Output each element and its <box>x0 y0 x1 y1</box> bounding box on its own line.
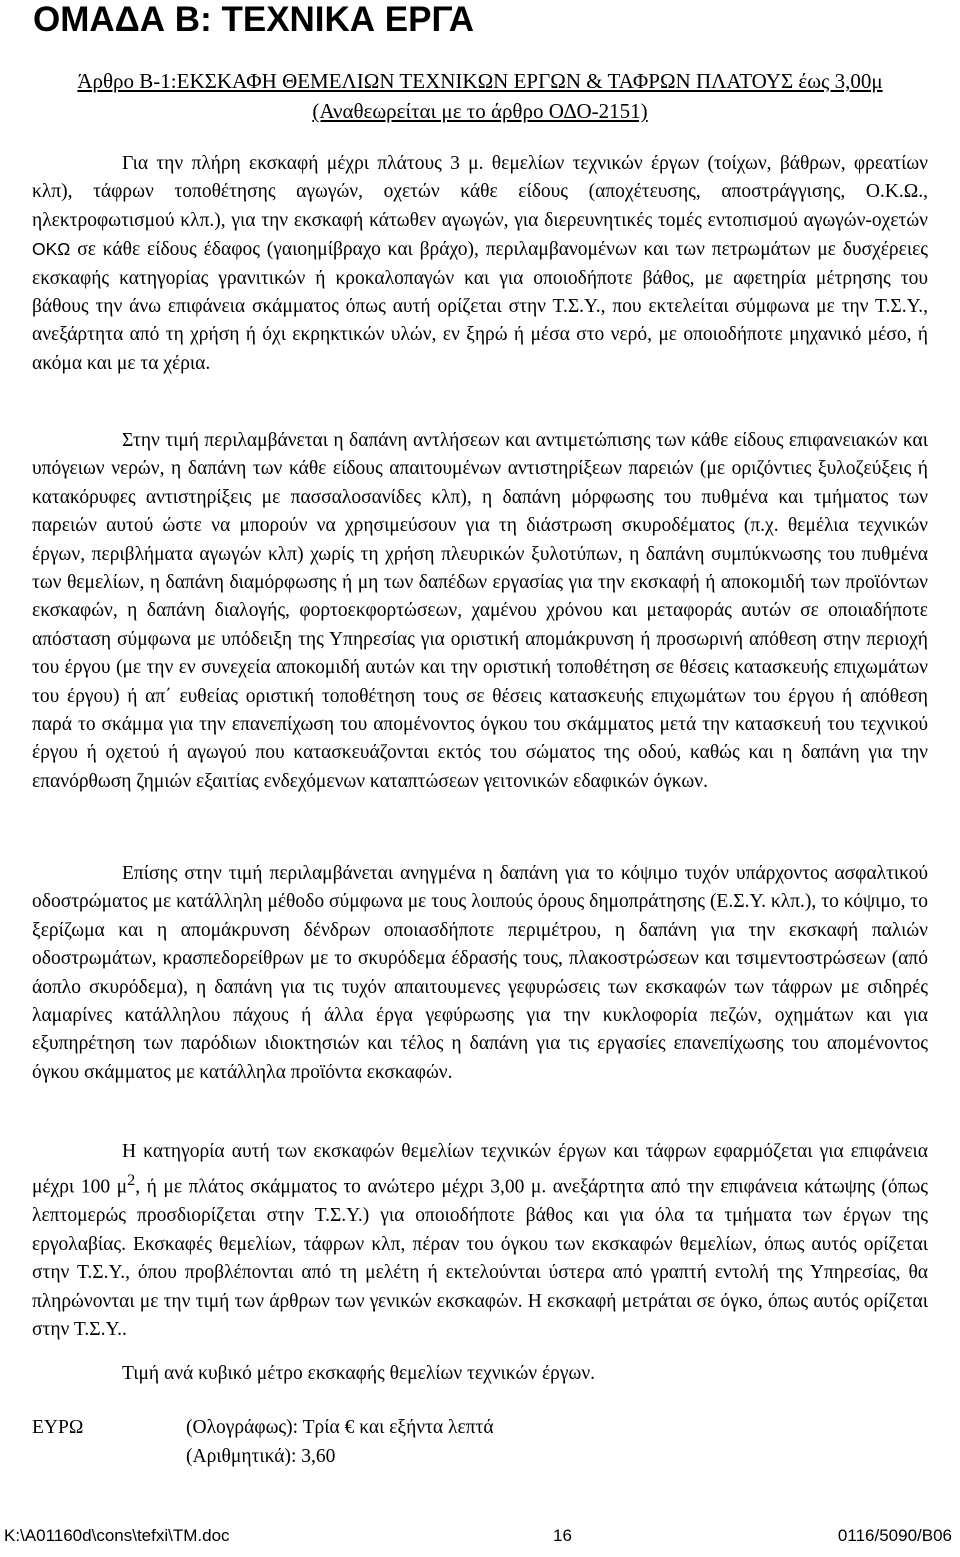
paragraph-category-scope <box>32 1138 928 1344</box>
price-in-words: (Ολογράφως): Τρία € και εξήντα λεπτά <box>186 1417 494 1438</box>
section-heading: ΟΜΑΔΑ Β: ΤΕΧΝΙΚΑ ΕΡΓΑ <box>33 0 475 39</box>
superscript-square: 2 <box>127 1171 136 1190</box>
paragraph-category-text-b: , ή με πλάτος σκάμματος το ανώτερο μέχρι 3,00 μ. ανεξάρτητα από την επιφάνεια κάτωψης (όπως λεπτομερώς προσδιορίζεται στην Τ.Σ.Υ.) για οποιοδήποτε βάθος και για όλα τα τμήματα των έργων της εργολαβίας. Εκσκαφές θεμελίων, τάφρων κλπ, πέραν του όγκου των εκσκαφών θεμελίων, όπως αυτός ορίζεται στην Τ.Σ.Υ., όπου προβλέπονται από τη μελέτη ή εκτελούνται ύστερα από γραπτή εντολή της Υπηρεσίας, θα πληρώνονται με την τιμή των άρθρων των γενικών εκσκαφών. Η εκσκαφή μετράται σε όγκο, όπως αυτός ορίζεται στην Τ.Σ.Υ.. <box>32 1176 929 1340</box>
paragraph-additional-costs: Επίσης στην τιμή περιλαμβάνεται ανηγμένα η δαπάνη για το κόψιμο τυχόν υπάρχοντος ασφαλτικού οδοστρώματος με κατάλληλη μέθοδο σύμφωνα με τους λοιπούς όρους δημοπράτησης (Ε.Σ.Υ. κλπ.), το κόψιμο, το ξερίζωμα και η απομάκρυνση δένδρων οποιασδήποτε περιμέτρου, η δαπάνη για την εκσκαφή παλιών οδοστρωμάτων, κρασπεδορείθρων με το σκυρόδεμα έδρασής τους, πλακοστρώσεων και τσιμεντοστρώσεων (από άοπλο σκυρόδεμα), η δαπάνη για τις τυχόν απαιτουμενες γεφυρώσεις των εκσκαφών των τάφρων με σιδηρές λαμαρίνες κατάλληλου πάχους ή άλλα έργα γεφύρωσης για την κυκλοφορία πεζών, οχημάτων και για εξυπηρέτηση των παρόδιων ιδιοκτησιών και τέλος η δαπάνη για τις εργασίες επανεπίχωσης του απομένοντος όγκου σκάμματος με κατάλληλα προϊόντα εκσκαφών. <box>32 863 928 1083</box>
price-numeric: (Αριθμητικά): 3,60 <box>186 1446 336 1467</box>
article-title-line-1: Άρθρο Β-1:ΕΚΣΚΑΦΗ ΘΕΜΕΛΙΩΝ ΤΕΧΝΙΚΩΝ ΕΡΓΩΝ & ΤΑΦΡΩΝ ΠΛΑΤΟΥΣ έως 3,00μ <box>77 69 883 93</box>
footer-page-number: 16 <box>553 1526 572 1545</box>
paragraph-scope-text-a: Για την πλήρη εκσκαφή μέχρι πλάτους 3 μ. θεμελίων τεχνικών έργων (τοίχων, βάθρων, φρεατίων κλπ), τάφρων τοποθέτησης αγωγών, οχετών κάθε είδους (αποχέτευσης, αποστράγγισης, Ο.Κ.Ω., ηλεκτροφωτισμού κλπ.), για την εκσκαφή κάτωθεν αγωγών, για διερευνητικές τομές εντοπισμού αγωγών-οχετών <box>32 153 928 231</box>
okw-abbreviation: ΟΚΩ <box>32 239 71 260</box>
currency-label: ΕΥΡΩ <box>32 1417 84 1438</box>
paragraph-category-text-a: Η κατηγορία αυτή των εκσκαφών θεμελίων τεχνικών έργων και τάφρων εφαρμόζεται για επιφάνεια μέχρι 100 μ <box>32 1141 928 1198</box>
paragraph-scope-text-b: σε κάθε είδους έδαφος (γαιοημίβραχο και βράχο), περιλαμβανομένων και των πετρωμάτων με δυσχέρειες εκσκαφής κατηγορίας γρανιτικών ή κροκαλοπαγών και για οποιοδήποτε βάθος, με αφετηρία μέτρησης του βάθους την άνω επιφάνεια σκάμματος όπως αυτή ορίζεται στην Τ.Σ.Υ., που εκτελείται σύμφωνα με την Τ.Σ.Υ., ανεξάρτητα από τη χρήση ή όχι εκρηκτικών υλών, εν ξηρώ ή μέσα στο νερό, με οποιοδήποτε μηχανικό μέσο, ή ακόμα και με τα χέρια. <box>32 239 928 374</box>
page-footer <box>0 1526 960 1550</box>
article-title <box>0 66 960 126</box>
footer-file-path: K:\A01160d\cons\tefxi\TM.doc <box>4 1526 230 1545</box>
paragraph-price-includes: Στην τιμή περιλαμβάνεται η δαπάνη αντλήσεων και αντιμετώπισης των κάθε είδους επιφανειακών και υπόγειων νερών, η δαπάνη των κάθε είδους απαιτουμένων αντιστηρίξεων παρειών (με οριζόντιες ξυλοζεύξεις ή κατακόρυφες αντιστηρίξεις με πασσαλοσανίδες κλπ), η δαπάνη μόρφωσης του πυθμένα και τμήματος των παρειών αυτού ώστε να μπορούν να χρησιμεύσουν για τη διάστρωση σκυροδέματος (π.χ. θεμέλια τεχνικών έργων, περιβλήματα αγωγών κλπ) χωρίς τη χρήση πλευρικών ξυλοτύπων, η δαπάνη συμπύκνωσης του πυθμένα των θεμελίων, η δαπάνη διαμόρφωσης ή μη των δαπέδων εργασίας για την εκσκαφή ή αποκομιδή των προϊόντων εκσκαφών, η δαπάνη διαλογής, φορτοεκφορτώσεων, χαμένου χρόνου και μεταφοράς αυτών σε οποιαδήποτε απόσταση σύμφωνα με υπόδειξη της Υπηρεσίας για οριστική απομάκρυνση ή προσωρινή απόθεση στην περιοχή του έργου (με την εν συνεχεία αποκομιδή αυτών και την οριστική τοποθέτηση σε θέσεις κατασκευής επιχωμάτων του έργου) ή απ΄ ευθείας οριστική τοποθέτηση τους σε θέσεις κατασκευής επιχωμάτων του έργου ή απόθεση παρά το σκάμμα για την επανεπίχωση του απομένοντος όγκου του σκάμματος μετά την κατασκευή του τεχνικού έργου ή οχετού ή αγωγού που κατασκευάζονται εκτός του σώματος της οδού, καθώς και η δαπάνη για την επανόρθωση ζημιών εξαιτίας ενδεχόμενων καταπτώσεων γειτονικών εδαφικών όγκων. <box>32 430 928 792</box>
paragraph-unit-price: Τιμή ανά κυβικό μέτρο εκσκαφής θεμελίων τεχνικών έργων. <box>122 1363 596 1384</box>
footer-document-code: 0116/5090/B06 <box>837 1526 952 1545</box>
article-title-line-2: (Αναθεωρείται με το άρθρο ΟΔΟ-2151) <box>312 99 648 123</box>
paragraph-scope <box>32 150 928 378</box>
